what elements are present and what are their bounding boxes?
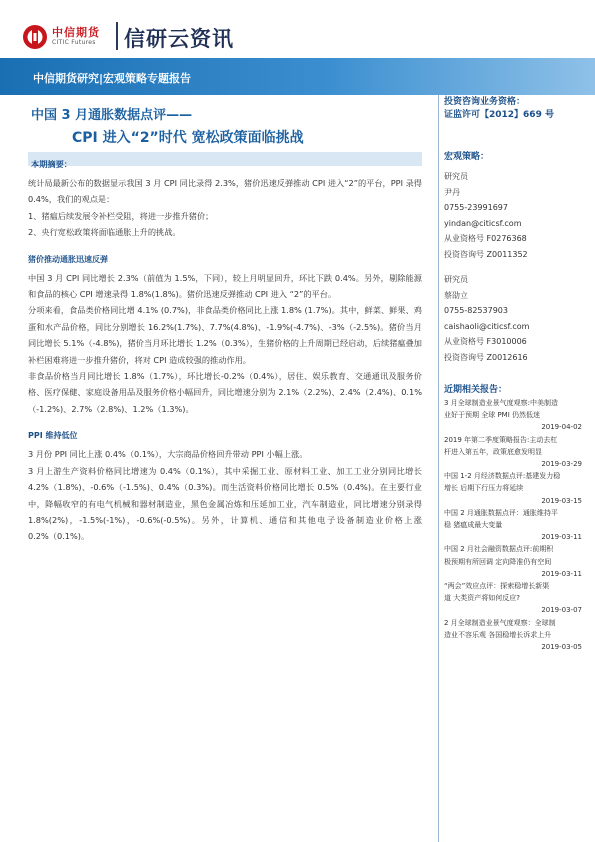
logo-name-en: CITIC Futures [52, 39, 96, 46]
report-title-line: 增长 后期下行压力将延续 [444, 484, 524, 493]
report-item[interactable] [444, 543, 586, 580]
column-divider [438, 95, 439, 842]
analyst-advisory-number: 投资咨询号 Z0012616 [444, 352, 528, 362]
section-paragraph: 非食品价格当月同比增长 1.8%（1.7%），环比增长-0.2%（0.4%），居住、娱乐教育、交通通讯及服务价格、医疗保健、家庭设备用品及服务价格小幅回升，同比增速分别为 2.1%（2.2%)、2.4%（2.4%)、0.1%（-1.2%)、2.7%（2.8%)、1.2%（1.3%)。 [28, 371, 422, 414]
report-item[interactable] [444, 470, 586, 507]
analyst-email[interactable]: yindan@citicsf.com [444, 218, 522, 228]
report-date: 2019-03-11 [541, 569, 582, 578]
analyst-card [444, 169, 586, 262]
section-paragraph: 3 月上游生产资料价格同比增速为 0.4%（0.1%），其中采掘工业、原材料工业、加工工业分别同比增长 4.2%（1.8%)、-0.6%（-1.5%)、0.4%（0.3%)。而生活资料价格同比增长 0.5%（0.4%)。在主要行业中，降幅收窄的有电气机械和器材制造业，黑色金属冶炼和压延加工业，汽车制造业，同比增速分别录得 1.8%(2%)，-1.5%(-1%)，-0.6%(-0.5%)。另外，计算机、通信和其他电子设备制造业价格上涨 0.2%（0.1%)。 [28, 465, 422, 542]
report-title-line: 中国 2 月通胀数据点评：通胀维持平 [444, 508, 558, 517]
report-title-line: “两会”效应点评：探索稳增长新渠 [444, 582, 550, 591]
recent-reports-list [444, 397, 586, 653]
analyst-advisory-number: 投资咨询号 Z0011352 [444, 249, 528, 259]
report-title-line: 2 月全球制造业景气度观察：全球制 [444, 618, 556, 627]
analyst-name: 尹丹 [444, 187, 460, 197]
report-title-line: 中国 1-2 月经济数据点评:基建发力稳 [444, 472, 561, 481]
report-item[interactable] [444, 434, 586, 471]
report-item[interactable] [444, 617, 586, 654]
summary-line: 1、猪瘟后续发展令补栏受阻，将进一步推升猪价； [28, 210, 214, 221]
report-title-line: 稳 猪瘟成最大变量 [444, 521, 503, 530]
analyst-role: 研究员 [444, 275, 468, 284]
qualification-license: 证监许可【2012】669 号 [444, 110, 554, 120]
report-date: 2019-04-02 [541, 423, 582, 432]
analyst-card [444, 272, 586, 365]
report-date: 2019-03-11 [541, 533, 582, 542]
summary-line: 2、央行宽松政策将面临通胀上升的挑战。 [28, 227, 181, 238]
citic-logo-icon [22, 24, 48, 50]
report-item[interactable] [444, 580, 586, 617]
report-date: 2019-03-07 [541, 606, 582, 615]
analyst-role: 研究员 [444, 172, 468, 181]
analyst-email[interactable]: caishaoli@citicsf.com [444, 321, 530, 331]
analyst-phone: 0755-23991697 [444, 203, 508, 212]
report-date-month-day: 4-15 [541, 136, 567, 147]
qualification-title: 投资咨询业务资格： [444, 97, 526, 107]
section-paragraph: 中国 3 月 CPI 同比增长 2.3%（前值为 1.5%，下同），较上月明显回升，环比下跌 0.4%。另外，剔除能源和食品的核心 CPI 增速录得 1.8%(1.8%)。猪价迅速反弹推动 CPI 进入 “2”的平台。 [28, 272, 422, 300]
main-content [28, 152, 422, 545]
logo-divider [116, 22, 118, 50]
section-paragraph: 分项来看，食品类价格同比增 4.1% (0.7%)，非食品类价格同比上涨 1.8% (1.7%)。其中，鲜菜、鲜果、鸡蛋和水产品价格，同比分别增长 16.2%(1.7%)、7.7%(4.8%)、-1.9%(-4.7%)、-3%（-2.5%)。猪价当月同比增长 5.1%（-4.8%)，猪价当月环比增长 1.2%（0.3%），生猪价格的上升周期已经启动，后续猪瘟叠加补栏困难将进一步推升猪价，将对 CPI 造成较强的推动作用。 [28, 305, 422, 365]
summary-heading: 本期摘要： [31, 159, 72, 169]
analyst-name: 蔡劭立 [444, 290, 468, 300]
logo-name-cn: 中信期货 [52, 26, 100, 39]
brand-title: 信研云资讯 [124, 27, 234, 51]
banner-title: 中信期货研究|宏观策略专题报告 [33, 72, 192, 85]
section-heading: PPI 维持低位 [28, 431, 78, 441]
report-title-line2: CPI 进入“2”时代 宽松政策面临挑战 [72, 130, 304, 146]
analyst-practice-number: 从业资格号 F0276368 [444, 234, 527, 243]
report-title-line: 3 月全球制造业景气度观察:中美制造 [444, 399, 559, 407]
summary-line: 统计局最新公布的数据显示我国 3 月 CPI 同比录得 2.3%，猪价迅速反弹推动 CPI 进入“2”的平台，PPI 录得 0.4%，我们的观点是： [28, 178, 422, 205]
analyst-phone: 0755-82537903 [444, 306, 508, 315]
report-title-line: 杆进入第五年，政策底愈发明显 [444, 447, 542, 456]
sidebar [444, 96, 586, 653]
report-title-line: 中国 2 月社会融资数据点评:前期积 [444, 545, 554, 554]
report-date: 2019-03-05 [541, 643, 582, 652]
section-heading: 猪价推动通胀迅速反弹 [28, 254, 108, 264]
report-title-line: 造业不容乐观 各国稳增长诉求上升 [444, 630, 552, 639]
report-date: 2019-03-29 [541, 460, 582, 469]
report-title-line: 极预期有所回调 定向降准仍有空间 [444, 557, 552, 566]
report-item[interactable] [444, 397, 586, 434]
report-date: 2019-03-15 [541, 496, 582, 505]
page-header [0, 0, 595, 58]
strategy-heading: 宏观策略： [444, 152, 490, 162]
report-title-line: 业好于预期 全球 PMI 仍然低迷 [444, 411, 541, 420]
report-title-line: 2019 年第二季度策略报告:主动去杠 [444, 435, 558, 444]
report-title-line: 道 大类资产将如何反应? [444, 594, 520, 603]
report-title-line1: 中国 3 月通胀数据点评—— [31, 108, 193, 123]
analyst-practice-number: 从业资格号 F3010006 [444, 337, 527, 346]
report-date-year: 2019 [539, 114, 567, 125]
recent-reports-heading: 近期相关报告： [444, 385, 508, 395]
summary-header-bar [28, 152, 422, 169]
report-item[interactable] [444, 507, 586, 544]
section-paragraph: 3 月份 PPI 同比上涨 0.4%（0.1%），大宗商品价格回升带动 PPI 小幅上涨。 [28, 449, 308, 460]
